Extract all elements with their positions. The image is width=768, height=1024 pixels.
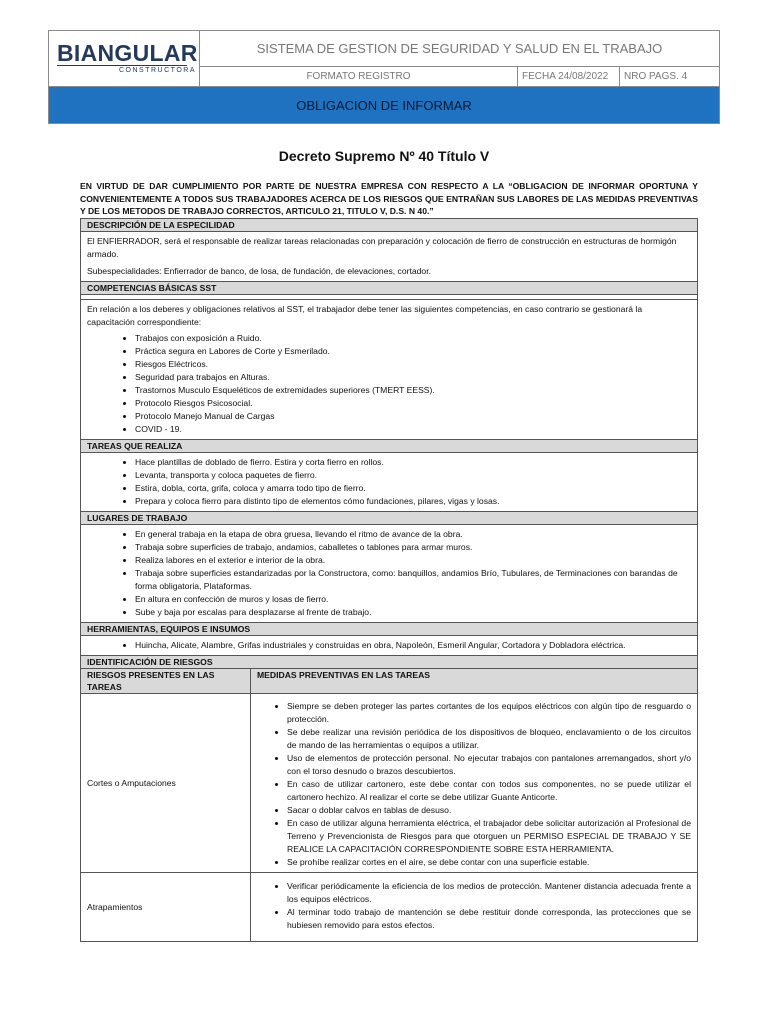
lugares-content <box>81 525 698 623</box>
column-header-medidas: MEDIDAS PREVENTIVAS EN LAS TAREAS <box>251 669 698 694</box>
medidas-list <box>257 876 691 938</box>
company-logo <box>49 31 200 86</box>
section-heading-especialidad: DESCRIPCIÓN DE LA ESPECILIDAD <box>81 219 698 232</box>
list-item: • Trabaja sobre superficies estandarizadas por la Constructora, como: banquillos, andamios Brío, Tubulares, de Terminaciones con barandas de forma obligatoria, Plataformas. <box>135 567 691 593</box>
table-row <box>81 694 698 873</box>
list-item: • En caso de utilizar cartonero, este debe contar con todos sus componentes, no se puede utilizar el cartonero hechizo. Al realizar el corte se debe utilizar Guante Anticorte. <box>287 778 691 804</box>
table-row <box>81 873 698 942</box>
list-item: • En caso de utilizar alguna herramienta eléctrica, el trabajador debe solicitar autorización al Profesional de Terreno y Prevencionista de Riesgos para que otorguen un PERMISO ESPECIAL DE TRABAJO Y SE REALICE LA CAPACITACIÓN CORRESPONDIENTE SOBRE ESTA HERRAMIENTA. <box>287 817 691 856</box>
list-item: • Siempre se deben proteger las partes cortantes de los equipos eléctricos con algún tipo de resguardo o protección. <box>287 700 691 726</box>
section-heading-competencias: COMPETENCIAS BÁSICAS SST <box>81 282 698 295</box>
date-label: FECHA 24/08/2022 <box>518 67 620 86</box>
document-header <box>48 30 720 124</box>
document-banner: OBLIGACION DE INFORMAR <box>49 86 719 123</box>
medidas-cell <box>251 873 698 942</box>
column-header-riesgos: RIESGOS PRESENTES EN LAS TAREAS <box>81 669 251 694</box>
section-heading-lugares: LUGARES DE TRABAJO <box>81 512 698 525</box>
list-item: • Verificar periódicamente la eficiencia de los medios de protección. Mantener distancia adecuada frente a los equipos eléctricos. <box>287 880 691 906</box>
list-item: • Trastornos Musculo Esqueléticos de extremidades superiores (TMERT EESS). <box>135 384 691 397</box>
medidas-cell <box>251 694 698 873</box>
section-heading-herramientas: HERRAMIENTAS, EQUIPOS E INSUMOS <box>81 623 698 636</box>
especialidad-subespecialidades: Subespecialidades: Enfierrador de banco, de losa, de fundación, de elevaciones, cortador. <box>87 266 431 276</box>
list-item: • Hace plantillas de doblado de fierro. Estira y corta fierro en rollos. <box>135 456 691 469</box>
list-item: • COVID - 19. <box>135 423 691 436</box>
document-title: Decreto Supremo Nº 40 Título V <box>278 148 490 164</box>
list-item: • Realiza labores en el exterior e interior de la obra. <box>135 554 691 567</box>
riesgo-cell: Atrapamientos <box>81 873 251 942</box>
list-item: • Sacar o doblar calvos en tablas de desuso. <box>287 804 691 817</box>
list-item: • Trabajos con exposición a Ruido. <box>135 332 691 345</box>
info-table <box>80 218 698 942</box>
herramientas-content <box>81 636 698 656</box>
section-heading-tareas: TAREAS QUE REALIZA <box>81 440 698 453</box>
section-heading-riesgos: IDENTIFICACIÓN DE RIESGOS <box>81 656 698 669</box>
tareas-content <box>81 453 698 512</box>
list-item: • Levanta, transporta y coloca paquetes de fierro. <box>135 469 691 482</box>
especialidad-content <box>81 232 698 282</box>
pages-label: NRO PAGS. 4 <box>624 71 688 82</box>
list-item: • Seguridad para trabajos en Alturas. <box>135 371 691 384</box>
system-title: SISTEMA DE GESTION DE SEGURIDAD Y SALUD EN EL TRABAJO <box>200 31 719 67</box>
list-item: • Sube y baja por escalas para desplazarse al frente de trabajo. <box>135 606 691 619</box>
intro-paragraph: EN VIRTUD DE DAR CUMPLIMIENTO POR PARTE DE NUESTRA EMPRESA CON RESPECTO A LA “OBLIGACION DE INFORMAR OPORTUNA Y CONVENIENTEMENTE A TODOS SUS TRABAJADORES ACERCA DE LOS RIESGOS QUE ENTRAÑAN SUS LABORES DE LAS MEDIDAS PREVENTIVAS Y DE LOS METODOS DE TRABAJO CORRECTOS, ARTICULO 21, TITULO V, D.S. N 40.” <box>80 181 698 216</box>
format-label: FORMATO REGISTRO <box>200 67 518 86</box>
competencias-intro: En relación a los deberes y obligaciones relativos al SST, el trabajador debe tener las siguientes competencias, en caso contrario se gestionará la capacitación correspondiente: <box>87 304 643 327</box>
list-item: • Riesgos Eléctricos. <box>135 358 691 371</box>
lugares-list <box>87 528 691 619</box>
especialidad-description: El ENFIERRADOR, será el responsable de realizar tareas relacionadas con preparación y colocación de fierro de construcción en estructuras de hormigón armado. <box>87 236 677 259</box>
list-item: • Prepara y coloca fierro para distinto tipo de elementos cómo fundaciones, pilares, vigas y losas. <box>135 495 691 508</box>
list-item: • Protocolo Manejo Manual de Cargas <box>135 410 691 423</box>
list-item: • Huincha, Alicate, Alambre, Grifas industriales y construidas en obra, Napoleón, Esmeril Angular, Cortadora y Dobladora eléctrica. <box>135 639 691 652</box>
list-item: • Trabaja sobre superficies de trabajo, andamios, caballetes o tablones para armar muros. <box>135 541 691 554</box>
list-item: • En altura en confección de muros y losas de fierro. <box>135 593 691 606</box>
tareas-list <box>87 456 691 508</box>
list-item: • En general trabaja en la etapa de obra gruesa, llevando el ritmo de avance de la obra. <box>135 528 691 541</box>
list-item: • Se prohíbe realizar cortes en el aire, se debe contar con una superficie estable. <box>287 856 691 869</box>
list-item: • Práctica segura en Labores de Corte y Esmerilado. <box>135 345 691 358</box>
logo-subtitle: CONSTRUCTORA <box>57 65 187 75</box>
list-item: • Al terminar todo trabajo de mantención se debe restituir donde corresponda, las protecciones que se hubiesen removido para estos efectos. <box>287 906 691 932</box>
competencias-list <box>87 332 691 436</box>
logo-wordmark: BIANGULAR <box>57 40 198 66</box>
competencias-content <box>81 300 698 440</box>
list-item: • Uso de elementos de protección personal. No ejecutar trabajos con pantalones arremangados, short y/o con el torso desnudo o brazos descubiertos. <box>287 752 691 778</box>
list-item: • Estira, dobla, corta, grifa, coloca y amarra todo tipo de fierro. <box>135 482 691 495</box>
list-item: • Se debe realizar una revisión periódica de los dispositivos de bloqueo, enclavamiento o de los circuitos de mando de las herramientas o equipos a utilizar. <box>287 726 691 752</box>
list-item: • Protocolo Riesgos Psicosocial. <box>135 397 691 410</box>
riesgo-cell: Cortes o Amputaciones <box>81 694 251 873</box>
herramientas-list <box>87 639 691 652</box>
medidas-list <box>257 697 691 869</box>
